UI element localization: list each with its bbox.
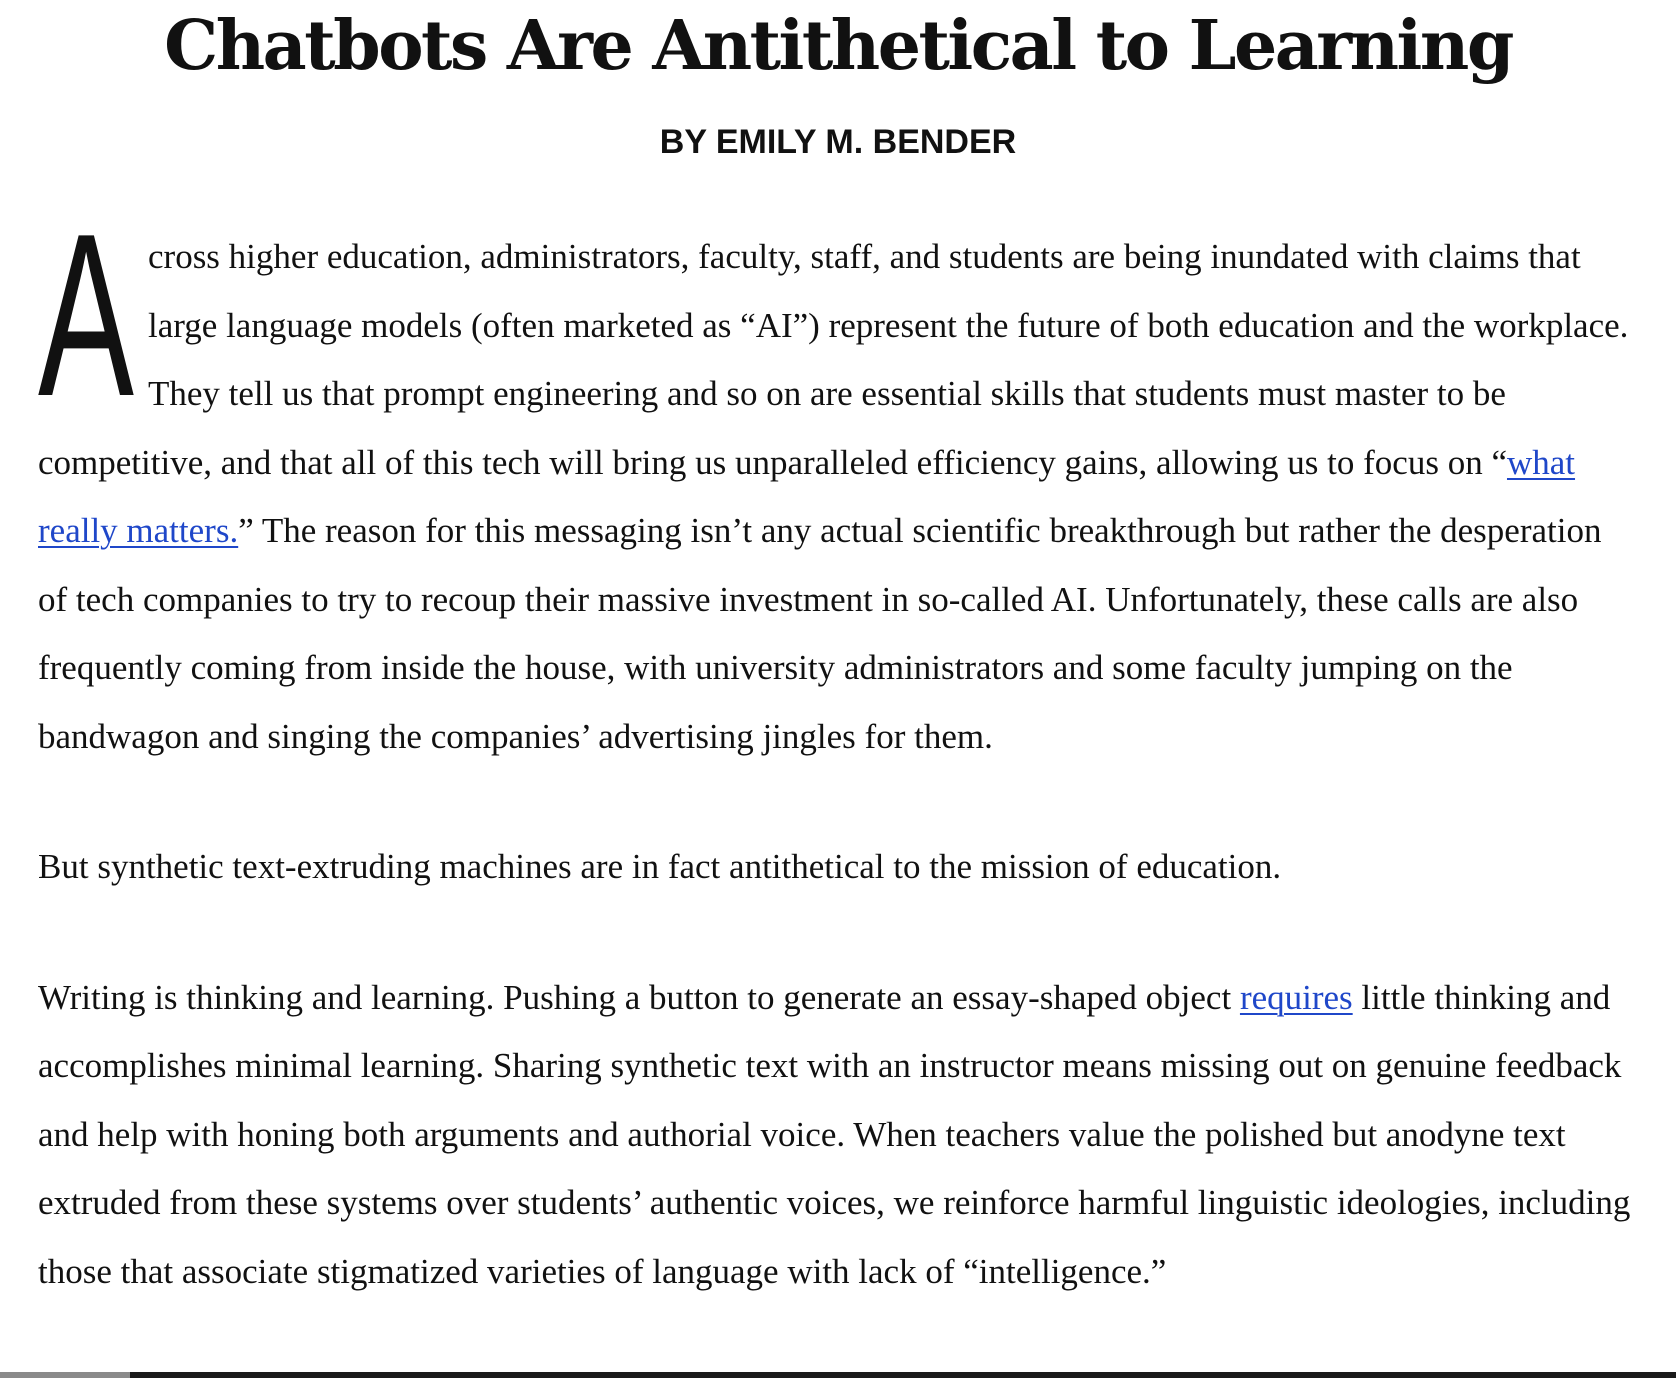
article-body: [38, 186, 1638, 1306]
paragraph-3-text-b: little thinking and accomplishes minimal learning. Sharing synthetic text with an instructor means missing out on genuine feedback and help with honing both arguments and authorial voice. When teachers value the polished but anodyne text extruded from these systems over students’ authentic voices, we reinforce harmful linguistic ideologies, including those that associate stigmatized varieties of language with lack of “intelligence.”: [38, 977, 1631, 1291]
paragraph-3: [38, 964, 1638, 1307]
paragraph-1-text-b: ” The reason for this messaging isn’t any actual scientific breakthrough but rather the desperation of tech companies to try to recoup their massive investment in so-called AI. Unfortunately, these calls are also frequently coming from inside the house, with university administrators and some faculty jumping on the bandwagon and singing the companies’ advertising jingles for them.: [38, 511, 1602, 756]
article-title: Chatbots Are Antithetical to Learning: [164, 6, 1512, 86]
requires-link[interactable]: requires: [1239, 977, 1353, 1017]
paragraph-2: But synthetic text-extruding machines are in fact antithetical to the mission of education.: [38, 847, 1282, 886]
article-byline: BY EMILY M. BENDER: [659, 123, 1017, 161]
paragraph-3-text-a: Writing is thinking and learning. Pushing a button to generate an essay-shaped object: [38, 977, 1240, 1017]
bottom-divider: [0, 1372, 1676, 1378]
what-really-matters-link[interactable]: what really matters.: [38, 442, 1576, 550]
drop-cap: A: [38, 186, 134, 445]
paragraph-1: [38, 186, 1638, 771]
paragraph-1-text-a: cross higher education, administrators, faculty, staff, and students are being inundated with claims that large language models (often marketed as “AI”) represent the future of both education and the workplace. They tell us that prompt engineering and so on are essential skills that students must master to be competitive, and that all of this tech will bring us unparalleled efficiency gains, allowing us to focus on “: [38, 237, 1629, 482]
bottom-divider-segment: [0, 1372, 130, 1378]
